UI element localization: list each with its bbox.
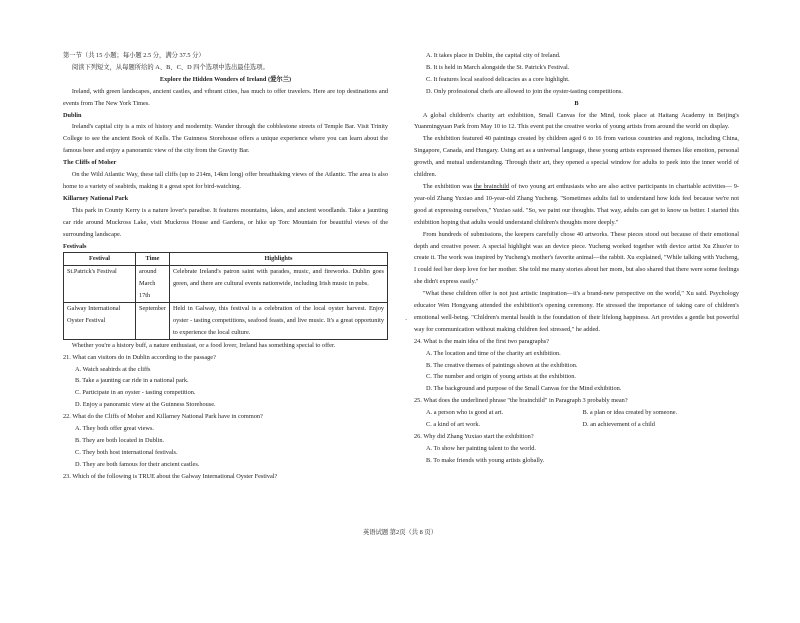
option: D. The background and purpose of the Small Canvas for the Mind exhibition. [426,385,622,393]
page-footer: 英语试题 第2页（共 8 页） [363,529,437,536]
closing-paragraph: Whether you're a history buff, a nature enthusiast, or a food lover, Ireland has something special to offer. [71,341,336,349]
left-column [63,50,388,483]
paragraph-3-rest: of two young art enthusiasts who are also active participants in charitable activities— 9-year-old Zhang Yuxiao and 10-year-old Zhang Yucheng. "Sometimes adults fail to understand how kids feel because we're not good at expressing ourselves," Yuxiao said. "So, we paint our thoughts. That way, adults can get to know us better. I started this exhibition hoping that adults would understand children's thoughts more deeply." [414,182,740,226]
option: B. The creative themes of paintings shown at the exhibition. [426,361,578,369]
passage-b-paragraph-4: From hundreds of submissions, the keepers carefully chose 40 artworks. These pieces stood out because of their emotional depth and creative power. A special highlight was an device piece. Yucheng worked together with device artist Xu Zhuo'er to create it. The work was inspired by Yucheng's mother's favorite animal—the rabbit. Xu explained, "While talking with Yucheng, I could feel her deep love for her mother. She told me many stories about her mom, but also shared that there were some feelings she didn't express easily." [414,230,739,286]
option: A. The location and time of the charity art exhibition. [426,349,561,357]
moher-heading: The Cliffs of Moher [63,159,117,167]
passage-b-paragraph-3 [414,181,739,229]
question-25: 25. What does the underlined phrase "the brainchild" in Paragraph 3 probably mean? [414,397,628,405]
killarney-heading: Killarney National Park [63,194,129,202]
dublin-paragraph: Ireland's capital city is a mix of history and modernity. Wander through the cobblestone streets of Temple Bar. Visit Trinity College to see the ancient Book of Kells. The Guinness Storehouse offers a unique experience where you can learn about the famous beer and enjoy a panoramic view of the city from the Gravity Bar. [63,123,388,155]
table-row [64,266,388,303]
table-cell-festival: Galway International Oyster Festival [64,303,136,340]
intro-paragraph: Ireland, with green landscapes, ancient castles, and vibrant cities, has much to offer travelers. Here are top destinations and events from The New York Times. [63,87,388,107]
option: D. Only professional chefs are allowed to join the oyster-tasting competitions. [426,87,623,95]
table-cell-highlights: Held in Galway, this festival is a celebration of the local oyster harvest. Enjoy oyster - tasting competitions, seafood feasts, and live music. It's a great opportunity to experience the local culture. [169,303,387,340]
festivals-table [63,252,388,339]
table-row [64,303,388,340]
question-22: 22. What do the Cliffs of Moher and Killarney National Park have in common? [63,413,263,421]
option: C. Participate in an oyster - tasting competition. [75,389,196,397]
passage-b-paragraph-5: "What these children offer is not just artistic inspiration—it's a brand-new perspective on the world," Xu said. Psychology educator Wen Hongyang attended the exhibition's opening ceremony. He stressed the importance of taking care of children's emotional well-being. "Children's mental health is the foundation of their lifelong happiness. Art provides a gentle but powerful way for communication without making children feel stressed," he added. [414,290,739,333]
option: C. It features local seafood delicacies as a core highlight. [426,75,570,83]
question-24: 24. What is the main idea of the first two paragraphs? [414,337,550,345]
table-header: Highlights [169,253,387,266]
paragraph-3-start: The exhibition was [422,182,474,190]
option-row [426,419,739,431]
table-cell-highlights: Celebrate Ireland's patron saint with parades, music, and fireworks. Dublin goes green, and there are cultural events nationwide, including Irish music in pubs. [169,266,387,303]
question-21: 21. What can visitors do in Dublin according to the passage? [63,353,216,361]
option: A. Watch seabirds at the cliffs [75,365,151,373]
option: B. It is held in March alongside the St. Patrick's Festival. [426,63,570,71]
table-cell-time: September [136,303,170,340]
section-header: 第一节（共 15 小题；每小题 2.5 分，满分 37.5 分） [63,52,205,59]
option: A. It takes place in Dublin, the capital city of Ireland. [426,52,561,59]
option: A. To show her painting talent to the world. [426,444,536,452]
option: D. an achievement of a child [582,421,655,429]
killarney-paragraph: This park in County Kerry is a nature lover's paradise. It features mountains, lakes, and ancient woodlands. Take a jaunting car ride around Muckross Lake, visit Muckross House and Gardens, or hike up Torc Mountain for beautiful views of the surrounding landscape. [63,206,388,238]
table-cell-time: around March 17th [136,266,170,303]
option: A. a person who is good at art. [426,409,504,417]
underlined-phrase: the brainchild [473,182,510,190]
option: C. They both host international festivals. [75,448,178,456]
option: B. To make friends with young artists globally. [426,456,545,464]
festivals-heading: Festivals [63,242,87,250]
dublin-heading: Dublin [63,111,82,119]
passage-title: Explore the Hidden Wonders of Ireland (爱尔兰) [159,75,292,83]
option: B. Take a jaunting car ride in a national park. [75,377,189,385]
margin-mark: ` [405,318,408,326]
table-cell-festival: St.Patrick's Festival [64,266,136,303]
table-header-row [64,253,388,266]
question-26: 26. Why did Zhang Yuxiao start the exhibition? [414,433,534,440]
option: B. a plan or idea created by someone. [582,409,678,417]
option-row [426,407,739,419]
table-header: Festival [64,253,136,266]
option: D. They are both famous for their ancient castles. [75,460,200,468]
option: C. The number and origin of young artists at the exhibition. [426,373,576,381]
option: C. a kind of art work. [426,421,481,429]
option: B. They are both located in Dublin. [75,437,165,444]
right-column [414,50,739,467]
question-23: 23. Which of the following is TRUE about the Galway International Oyster Festival? [63,472,278,480]
passage-b-paragraph-2: The exhibition featured 40 paintings created by children aged 6 to 16 from various countries and regions, including China, Singapore, Canada, and Hungary. Using art as a universal language, these young artists expressed themes like emotion, personal growth, and mutual understanding. Through their art, they opened a special window for adults to peek into the inner world of children. [414,135,739,179]
option: D. Enjoy a panoramic view at the Guinness Storehouse. [75,401,216,409]
option: A. They both offer great views. [75,425,154,433]
table-header: Time [136,253,170,266]
passage-b-paragraph-1: A global children's charity art exhibition, Small Canvas for the Mind, took place at Haitang Academy in Beijing's Yuanmingyuan Park from May 10 to 12. This event put the creative works of young artists from around the world on display. [414,111,739,131]
passage-b-label: B [574,99,579,107]
instructions: 阅读下列短文，从每题所给的 A、B、C、D 四个选项中选出最佳选项。 [71,63,269,71]
moher-paragraph: On the Wild Atlantic Way, these tall cliffs (up to 214m, 14km long) offer breathtaking views of the Atlantic. The area is also home to a variety of seabirds, making it a great spot for bird-watching. [63,171,388,190]
